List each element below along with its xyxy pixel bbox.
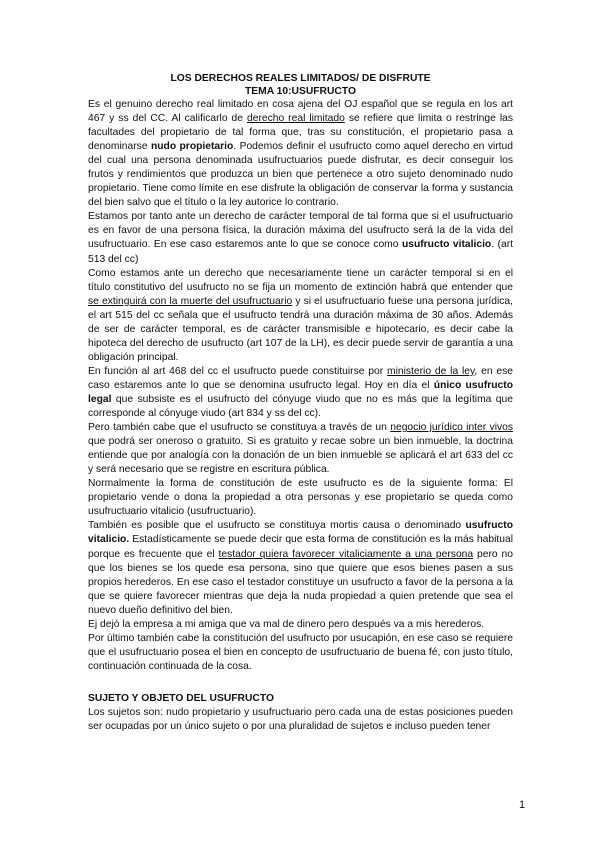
page-number: 1 bbox=[519, 799, 526, 811]
term-ministerio-ley: ministerio de la ley bbox=[387, 365, 475, 377]
section-gap bbox=[88, 674, 513, 692]
term-extincion: se extinguirá con la muerte del usufructuario bbox=[88, 295, 293, 307]
document-title: LOS DERECHOS REALES LIMITADOS/ DE DISFRUTE bbox=[170, 73, 431, 84]
paragraph-10: Los sujetos son: nudo propietario y usufructuario pero cada una de estas posiciones pueden ser ocupadas por un único sujeto o por una pluralidad de sujetos e incluso pueden tener bbox=[88, 706, 513, 732]
paragraph-1: Es el genuino derecho real limitado en cosa ajena del OJ español que se regula en los art 467 y ss del CC. Al calificarlo de derecho real limitado se refiere que limita o restringe las facultades del propietario de tal forma que, tras su constitución, el propietario pasa a denominarse nudo propietario. Podemos definir el usufructo como aquel derecho en virtud del cual una persona denominada usufructuarios puede disfrutar, es decir conseguir los frutos y rendimientos que produzca un bien que pertenece a otro sujeto denominado nudo propietario. Tiene como límite en ese disfrute la obligación de conservar la forma y sustancia del bien salvo que el título o la ley autorice lo contrario. bbox=[88, 99, 513, 209]
paragraph-3: Como estamos ante un derecho que necesariamente tiene un carácter temporal si en el título constitutivo del usufructo no se fija un momento de extinción habrá que entender que se extinguirá con la muerte del usufructuario y si el usufructuario fuese una persona jurídica, el art 515 del cc señala que el usufructo tendrá una duración máxima de 30 años. Además de ser de carácter temporal, es de carácter transmisible e hipotecario, es decir cabe la hipoteca del derecho de usufructo (art 107 de la LH), es decir puede servir de garantía a una obligación principal. bbox=[88, 267, 513, 363]
term-usufructo-vitalicio-2: usufructo vitalicio. bbox=[88, 520, 513, 546]
term-testador: testador quiera favorecer vitaliciamente a una persona bbox=[218, 548, 474, 560]
section-title: SUJETO Y OBJETO DEL USUFRUCTO bbox=[88, 692, 274, 704]
term-usufructo-legal: único usufructo legal bbox=[88, 379, 513, 405]
term-negocio-juridico: negocio jurídico inter vivos bbox=[390, 422, 514, 434]
term-nudo-propietario: nudo propietario bbox=[150, 141, 234, 153]
document-subtitle: TEMA 10:USUFRUCTO bbox=[245, 86, 356, 97]
paragraph-4: En función al art 468 del cc el usufructo puede constituirse por ministerio de la ley, en ese caso estaremos ante lo que se denomina usufructo legal. Hoy en día el único usufructo legal que subsiste es el usufructo del cónyuge viudo que no es más que la legítima que corresponde al cónyuge viudo (art 834 y ss del cc). bbox=[88, 365, 514, 420]
paragraph-8: Ej dejó la empresa a mi amiga que va mal de dinero pero después va a mis herederos. bbox=[88, 618, 485, 630]
term-usufructo-vitalicio: usufructo vitalicio bbox=[401, 239, 492, 251]
term-derecho-real-limitado: derecho real limitado bbox=[246, 113, 345, 125]
paragraph-2: Estamos por tanto ante un derecho de carácter temporal de tal forma que si el usufructuario es en favor de una persona física, la duración máxima del usufructo será la de la vida del usufructuario. En ese caso estaremos ante lo que se conoce como usufructo vitalicio. (art 513 del cc) bbox=[88, 211, 513, 265]
paragraph-6: Normalmente la forma de constitución de este usufructo es de la siguiente forma: El propietario vende o dona la propiedad a otra personas y ese propietario se queda como usufructuario vitalicio (usufructuario). bbox=[88, 478, 513, 518]
paragraph-7: También es posible que el usufructo se constituya mortis causa o denominado usufructo vitalicio. Estadísticamente se puede decir que esta forma de constitución es la más habitual porque es frecuente que el testador quiera favorecer vitaliciamente a una persona pero no que los bienes se los quede esa persona, sino que quiere que esos bienes pasen a sus propios herederos. En ese caso el testador constituye un usufructo a favor de la persona a la que se quiere favorecer mientras que deja la nuda propiedad a quien pretende que sea el nuevo dueño definitivo del bien. bbox=[88, 520, 513, 616]
paragraph-9: Por último también cabe la constitución del usufructo por usucapión, en ese caso se requiere que el usufructuario posea el bien en concepto de usufructuario de buena fé, con justo título, continuación continuada de la cosa. bbox=[88, 632, 513, 672]
paragraph-5: Pero también cabe que el usufructo se constituya a través de un negocio jurídico inter vivos que podrá ser oneroso o gratuito. Si es gratuito y recae sobre un bien inmueble, la doctrina entiende que por analogía con la donación de un bien inmueble se aplicará el art 633 del cc y será necesario que se registre en escritura pública. bbox=[88, 422, 514, 476]
document-body bbox=[88, 72, 513, 734]
